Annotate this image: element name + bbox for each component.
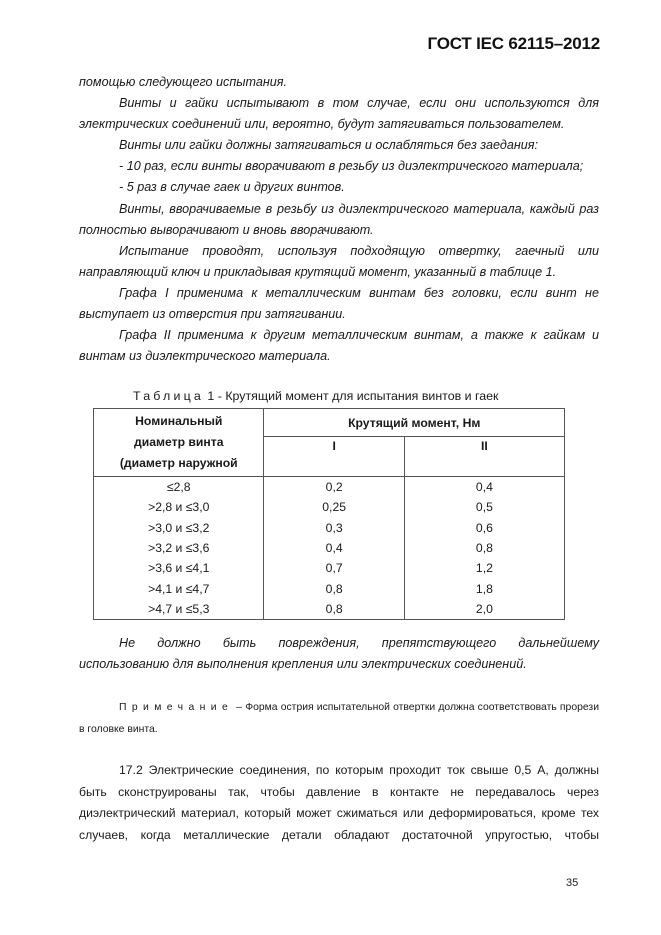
table-caption [133,389,498,403]
cell-torque-I: 0,25 [264,497,404,517]
header-line: диаметр винта [133,435,224,449]
cell-torque-II: 1,8 [404,578,564,598]
cell-torque-II: 0,6 [404,518,564,538]
cell-torque-I: 0,3 [264,518,404,538]
table-row [94,538,565,558]
table-caption-label: Таблица [133,389,204,403]
cell-torque-I: 0,8 [264,578,404,598]
table-row [94,599,565,620]
cell-diameter: >3,0 и ≤3,2 [94,518,264,538]
note [79,697,599,741]
header-line: Номинальный [135,414,223,428]
paragraph: Винты и гайки испытывают в том случае, если они используются для электрических соединений или, вероятно, будут затягиваться пользователем. [79,96,599,132]
table-row [94,518,565,538]
text-block-section-17-2 [79,760,599,846]
table-row [94,477,565,498]
document-header-title: ГОСТ IEC 62115–2012 [427,34,600,53]
table-row [94,497,565,517]
paragraph: 17.2 Электрические соединения, по которым проходит ток свыше 0,5 А, должны быть сконструированы так, чтобы давление в контакте не передавалось через диэлектрический материал, который может сжиматься или деформироваться, кроме тех случаев, когда металлические детали обладают достаточной упругостью, чтобы [79,763,599,842]
torque-table [93,408,565,620]
cell-torque-I: 0,7 [264,558,404,578]
table-row [94,558,565,578]
cell-torque-I: 0,8 [264,599,404,620]
header-column-I: I [264,437,404,477]
cell-torque-I: 0,2 [264,477,404,498]
cell-diameter: >4,1 и ≤4,7 [94,578,264,598]
cell-diameter: >3,2 и ≤3,6 [94,538,264,558]
note-paragraph [79,697,599,741]
cell-diameter: >4,7 и ≤5,3 [94,599,264,620]
paragraph: Графа I применима к металлическим винтам без головки, если винт не выступает из отверстия при затягивании. [79,285,599,322]
cell-diameter: >3,6 и ≤4,1 [94,558,264,578]
text-block-damage-requirement [79,633,599,675]
text-block-test-procedure [79,72,599,367]
note-label: Примечание [119,702,234,713]
header-line: (диаметр наружной [119,456,238,470]
header-column-II: II [404,437,564,477]
note-text: – Форма острия испытательной отвертки должна соответствовать прорези в головке винта. [79,702,599,735]
cell-torque-I: 0,4 [264,538,404,558]
cell-torque-II: 0,8 [404,538,564,558]
paragraph: помощью следующего испытания. [79,75,288,89]
paragraph: Винты, вворачиваемые в резьбу из диэлектрического материала, каждый раз полностью выворачивают и вновь вворачивают. [79,201,599,237]
paragraph: Испытание проводят, используя подходящую отвертку, гаечный или направляющий ключ и прикладывая крутящий момент, указанный в таблице 1. [79,243,599,279]
table-caption-text: 1 - Крутящий момент для испытания винтов и гаек [203,389,499,403]
cell-torque-II: 1,2 [404,558,564,578]
paragraph: Не должно быть повреждения, препятствующего дальнейшему использованию для выполнения крепления или электрических соединений. [79,636,599,672]
cell-torque-II: 2,0 [404,599,564,620]
cell-torque-II: 0,4 [404,477,564,498]
paragraph: Винты или гайки должны затягиваться и ослабляться без заедания: [119,138,539,153]
cell-diameter: ≤2,8 [94,477,264,498]
header-torque: Крутящий момент, Нм [264,409,565,437]
paragraph: Графа II применима к другим металлическим винтам, а также к гайкам и винтам из диэлектрического материала. [79,328,599,364]
header-nominal-diameter [94,409,264,477]
list-item: - 5 раз в случае гаек и других винтов. [119,180,345,195]
cell-diameter: >2,8 и ≤3,0 [94,497,264,517]
table-row [94,578,565,598]
list-item: - 10 раз, если винты вворачивают в резьбу из диэлектрического материала; [119,159,584,174]
page-number: 35 [566,877,579,889]
cell-torque-II: 0,5 [404,497,564,517]
